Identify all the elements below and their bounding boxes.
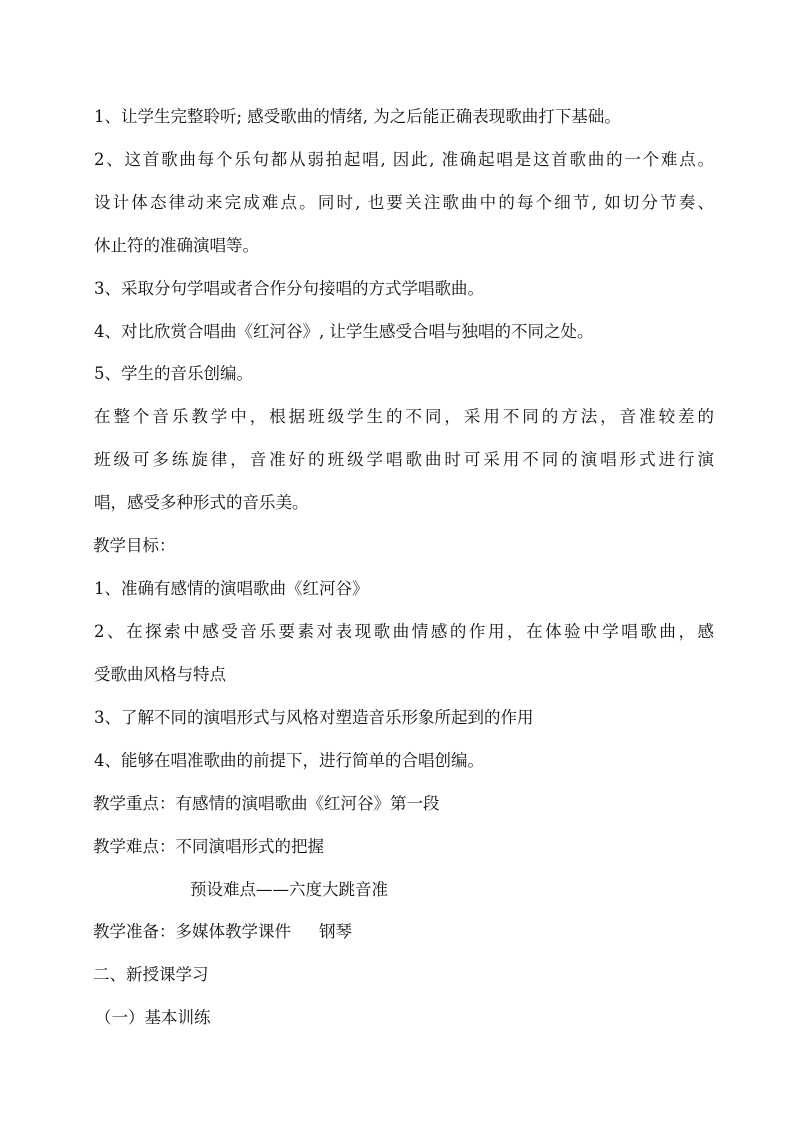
paragraph-line: 1、让学生完整聆听; 感受歌曲的情绪, 为之后能正确表现歌曲打下基础。: [94, 107, 621, 126]
subsection-heading: （一）基本训练: [95, 1008, 211, 1027]
objective-item-continuation: 受歌曲风格与特点: [94, 665, 226, 684]
teaching-difficulty: 教学难点：不同演唱形式的把握: [93, 837, 324, 856]
paragraph-line: 设计体态律动来完成难点。同时, 也要关注歌曲中的每个细节, 如切分节奏、: [94, 193, 714, 212]
preset-difficulty: 预设难点——六度大跳音准: [190, 880, 388, 899]
objective-item: 3、了解不同的演唱形式与风格对塑造音乐形象所起到的作用: [94, 708, 534, 727]
paragraph-line: 班级可多练旋律，音准好的班级学唱歌曲时可采用不同的演唱形式进行演: [94, 450, 714, 469]
paragraph-line: 5、学生的音乐创编。: [94, 364, 253, 383]
paragraph-line: 唱，感受多种形式的音乐美。: [94, 493, 309, 512]
paragraph-line: 2、这首歌曲每个乐句都从弱拍起唱, 因此, 准确起唱是这首歌曲的一个难点。: [94, 150, 714, 169]
paragraph-line: 在整个音乐教学中，根据班级学生的不同，采用不同的方法，音准较差的: [94, 407, 714, 426]
section-heading: 教学目标：: [93, 536, 176, 555]
objective-item: 1、准确有感情的演唱歌曲《红河谷》: [94, 579, 369, 598]
paragraph-line: 4、对比欣赏合唱曲《红河谷》, 让学生感受合唱与独唱的不同之处。: [94, 322, 594, 341]
preparation-materials: 教学准备：多媒体教学课件: [93, 922, 291, 941]
teaching-focus: 教学重点：有感情的演唱歌曲《红河谷》第一段: [93, 794, 440, 813]
preparation-piano: 钢琴: [319, 922, 352, 941]
paragraph-line: 3、采取分句学唱或者合作分句接唱的方式学唱歌曲。: [94, 279, 484, 298]
objective-item: 4、能够在唱准歌曲的前提下，进行简单的合唱创编。: [94, 751, 484, 770]
paragraph-line: 休止符的准确演唱等。: [94, 236, 259, 255]
section-heading: 二、新授课学习: [93, 965, 209, 984]
teaching-preparation: [93, 921, 713, 943]
objective-item: 2、在探索中感受音乐要素对表现歌曲情感的作用，在体验中学唱歌曲，感: [94, 622, 714, 641]
